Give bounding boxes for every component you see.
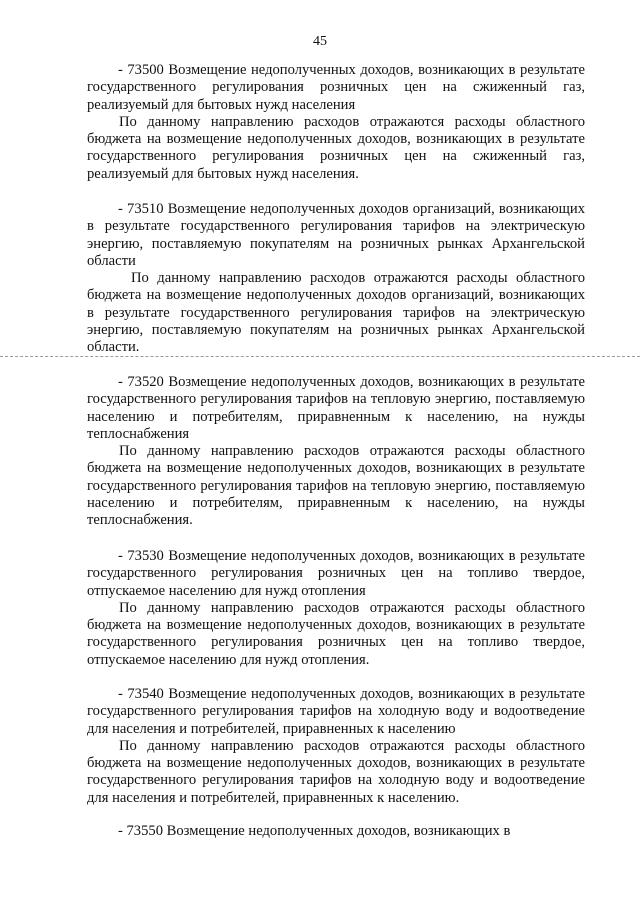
entry-73550 (87, 823, 585, 840)
entry-73540 (87, 686, 585, 807)
entry-heading: - 73530 Возмещение недополученных доходов, возникающих в результате государственного регулирования розничных цен на топливо твердое, отпускаемое населению для нужд отопления (87, 548, 585, 599)
scan-artifact-line (0, 356, 640, 357)
entry-heading: - 73550 Возмещение недополученных доходов, возникающих в (118, 823, 511, 839)
page-number: 45 (313, 34, 327, 49)
entry-73510 (87, 201, 585, 357)
entry-73500 (87, 62, 585, 183)
entry-73530 (87, 548, 585, 669)
entry-description: По данному направлению расходов отражаются расходы областного бюджета на возмещение недополученных доходов, возникающих в результате государственного регулирования розничных цен на топливо твердое, отпускаемое населению для нужд отопления. (87, 599, 585, 668)
entry-description: По данному направлению расходов отражаются расходы областного бюджета на возмещение недополученных доходов, возникающих в результате государственного регулирования тарифов на тепловую энергию, поставляемую населению и потребителям, приравненным к населению, на нужды теплоснабжения. (87, 443, 585, 529)
entry-heading: - 73540 Возмещение недополученных доходов, возникающих в результате государственного регулирования тарифов на холодную воду и водоотведение для населения и потребителей, приравненных к населению (87, 686, 585, 737)
entry-description: По данному направлению расходов отражаются расходы областного бюджета на возмещение недополученных доходов, возникающих в результате государственного регулирования тарифов на холодную воду и водоотведение для населения и потребителей, приравненных к населению. (87, 737, 585, 806)
entry-description: По данному направлению расходов отражаются расходы областного бюджета на возмещение недополученных доходов организаций, возникающих в результате государственного регулирования тарифов на электрическую энергию, поставляемую покупателям на розничных рынках Архангельской области. (87, 270, 585, 356)
entry-heading: - 73520 Возмещение недополученных доходов, возникающих в результате государственного регулирования тарифов на тепловую энергию, поставляемую населению и потребителям, приравненным к населению, на нужды теплоснабжения (87, 374, 585, 442)
entry-heading: - 73510 Возмещение недополученных доходов организаций, возникающих в результате государственного регулирования тарифов на электрическую энергию, поставляемую покупателям на розничных рынках Архангельской области (87, 201, 585, 269)
entry-73520 (87, 374, 585, 530)
entry-heading: - 73500 Возмещение недополученных доходов, возникающих в результате государственного регулирования розничных цен на сжиженный газ, реализуемый для бытовых нужд населения (87, 62, 585, 113)
entry-description: По данному направлению расходов отражаются расходы областного бюджета на возмещение недополученных доходов, возникающих в результате государственного регулирования розничных цен на сжиженный газ, реализуемый для бытовых нужд населения. (87, 113, 585, 182)
